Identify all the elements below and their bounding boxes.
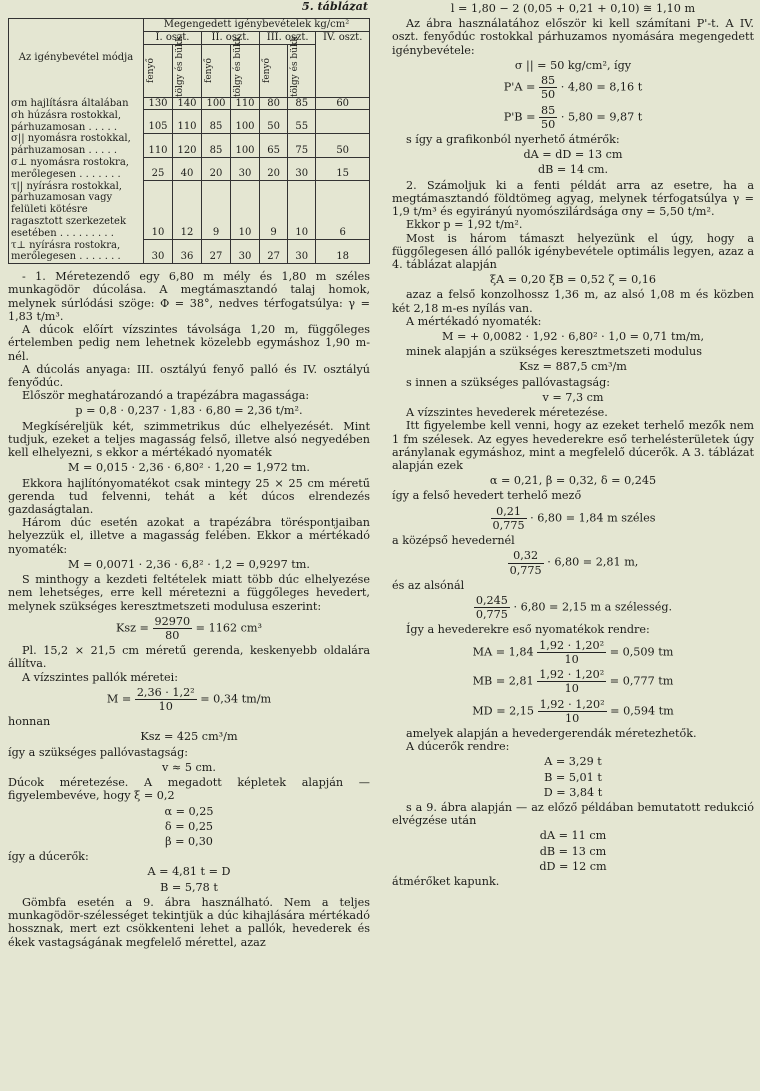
- denominator: 0,775: [509, 563, 542, 577]
- table-cell: 85: [202, 110, 231, 134]
- table-cell: 10: [231, 181, 260, 240]
- formula-lhs: Ksz =: [116, 621, 149, 635]
- paragraph: A mértékadó nyomaték:: [406, 314, 542, 328]
- paragraph: A dúcolás anyaga: III. osztályú fenyő palló és IV. osztályú fenyődúc.: [8, 362, 370, 389]
- fraction: [537, 668, 606, 695]
- table-cell: 15: [316, 157, 370, 181]
- paragraph: A vízszintes hevederek méretezése.: [406, 406, 608, 420]
- formula-rhs: · 5,80 = 9,87 t: [560, 110, 643, 124]
- paragraph: azaz a felső konzolhossz 1,36 m, az alsó 1,08 m és közben két 2,18 m-es nyílás van.: [392, 288, 754, 315]
- formula-lhs: M =: [106, 692, 132, 706]
- table-cell: 60: [316, 97, 370, 110]
- paragraph: 2. Számoljuk ki a fenti példát arra az esetre, ha a megtámasztandó földtömeg agyag, melynek térfogatsúlya γ = 1,9 t/m³ és egyirányú nyomószilárdsága σny = 5,50 t/m².: [392, 178, 754, 219]
- fraction-formula: [8, 615, 370, 642]
- fraction-formula: [8, 686, 370, 713]
- formula: B = 5,78 t: [160, 880, 218, 894]
- fraction: [508, 549, 544, 576]
- table-cell: 20: [260, 157, 288, 181]
- paragraph: Pl. 15,2 × 21,5 cm méretű gerenda, keskenyebb oldalára állítva.: [8, 644, 370, 671]
- wood-header: tölgy és bükk: [233, 35, 243, 97]
- paragraph: Itt figyelembe kell venni, hogy az ezeket terhelő mezők nem 1 fm szélesek. Az egyes hevederekre eső terhelésterületek úgy aránylanak egymáshoz, mint a megfelelő dúcerők. A 3. táblázat alapján ezek: [392, 419, 754, 472]
- paragraph: Most is három támaszt helyezünk el úgy, hogy a függőlegesen álló pallók igénybevétele optimális legyen, azaz a 4. táblázat alapján: [392, 231, 754, 271]
- formula-lhs: MB = 2,81: [472, 674, 534, 688]
- table-number: 5. táblázat: [301, 0, 368, 13]
- wood-header: tölgy és bükk: [175, 35, 185, 97]
- formula: A = 4,81 t = D: [147, 865, 231, 879]
- fraction-formula: [392, 698, 754, 725]
- fraction-formula: [392, 549, 754, 576]
- fraction: [538, 698, 607, 725]
- table-cell: 30: [288, 157, 316, 181]
- table-header-main: Megengedett igénybevételek kg/cm²: [144, 19, 370, 32]
- class-header: I. oszt.: [144, 31, 202, 44]
- formula-lhs: MD = 2,15: [472, 704, 535, 718]
- paragraph: minek alapján a szükséges keresztmetszeti modulus: [406, 345, 702, 359]
- paragraph: honnan: [8, 715, 51, 729]
- numerator: 92970: [154, 614, 191, 628]
- formula: B = 5,01 t: [544, 770, 602, 784]
- left-column: [8, 0, 370, 949]
- formula-rhs: = 0,594 tm: [610, 704, 674, 718]
- left-text: [8, 270, 370, 949]
- fraction-formula: [392, 505, 754, 532]
- denominator: 50: [541, 117, 556, 131]
- table-cell: 110: [144, 133, 173, 157]
- table-cell: 27: [260, 240, 288, 264]
- numerator: 85: [541, 103, 556, 117]
- table-cell: 100: [231, 110, 260, 134]
- table-cell: 75: [288, 133, 316, 157]
- numerator: 0,21: [491, 505, 527, 519]
- table-cell: 110: [231, 97, 260, 110]
- permissible-stress-table: [8, 18, 370, 264]
- paragraph: S minthogy a kezdeti feltételek miatt több dúc elhelyezése nem lehetséges, erre kell méretezni a függőleges hevedert, melynek szükséges keresztmetszeti modulusa eszerint:: [8, 573, 370, 613]
- paragraph: így a felső hevedert terhelő mező: [392, 489, 582, 503]
- table-cell: 85: [288, 97, 316, 110]
- formula-rhs: · 6,80 = 2,15 m a szélesség.: [513, 600, 673, 614]
- right-text: [392, 2, 754, 888]
- table-cell: 20: [202, 157, 231, 181]
- table-cell: 110: [173, 110, 202, 134]
- table-cell: 30: [288, 240, 316, 264]
- table-cell: 25: [144, 157, 173, 181]
- row-label: σ|| nyomásra rostokkal, párhuzamosan . . . . .: [9, 133, 144, 157]
- paragraph: Először meghatározandó a trapézábra magassága:: [22, 389, 310, 403]
- numerator: 1,92 · 1,20²: [539, 638, 605, 652]
- table-row: [9, 97, 370, 110]
- formula: dA = 11 cm: [539, 829, 607, 843]
- table-cell: 30: [231, 240, 260, 264]
- table-cell: 105: [144, 110, 173, 134]
- formula-rhs: = 1162 cm³: [195, 621, 262, 635]
- fraction: [153, 615, 193, 642]
- denominator: 10: [564, 711, 580, 725]
- table-cell: 50: [260, 110, 288, 134]
- denominator: 10: [158, 700, 173, 714]
- numerator: 0,32: [508, 549, 544, 563]
- paragraph: s a 9. ábra alapján — az előző példában bemutatott redukció elvégzése után: [392, 801, 754, 828]
- denominator: 80: [165, 628, 180, 642]
- formula: ξA = 0,20 ξB = 0,52 ζ = 0,16: [490, 273, 656, 287]
- formula: D = 3,84 t: [543, 785, 603, 799]
- table-cell: 10: [144, 181, 173, 240]
- formula-rhs: · 6,80 = 1,84 m széles: [530, 511, 656, 525]
- table-cell: 18: [316, 240, 370, 264]
- table-cell: 30: [231, 157, 260, 181]
- table-cell: 9: [260, 181, 288, 240]
- wood-header: fenyő: [204, 58, 214, 84]
- paragraph: Megkíséreljük két, szimmetrikus dúc elhelyezését. Mint tudjuk, ezeket a teljes magasság felső, illetve alsó negyedében kell elhelyezni, s ekkor a mértékadó nyomaték: [8, 419, 370, 460]
- paragraph: így a szükséges pallóvastagság:: [8, 745, 189, 759]
- denominator: 0,775: [475, 608, 508, 622]
- formula-rhs: · 4,80 = 8,16 t: [560, 80, 643, 94]
- paragraph: Így a hevederekre eső nyomatékok rendre:: [406, 623, 650, 637]
- paragraph: és az alsónál: [392, 578, 465, 592]
- table-col-label: Az igénybevétel módja: [9, 19, 144, 98]
- formula: β = 0,30: [165, 835, 213, 848]
- table-cell: 30: [144, 240, 173, 264]
- wood-header: fenyő: [262, 58, 272, 84]
- fraction-formula: [392, 74, 754, 101]
- table-cell: 55: [288, 110, 316, 134]
- formula: dB = 14 cm.: [537, 163, 609, 177]
- paragraph: Dúcok méretezése. A megadott képletek alapján — figyelembevéve, hogy ξ = 0,2: [8, 776, 370, 803]
- fraction: [491, 505, 527, 532]
- denominator: 10: [564, 682, 579, 696]
- paragraph: Az ábra használatához először ki kell számítani P'-t. A IV. oszt. fenyődúc rostokkal párhuzamos nyomására megengedett igénybevétele:: [392, 17, 754, 57]
- formula: dB = 13 cm: [539, 844, 607, 858]
- paragraph: Ekkor p = 1,92 t/m².: [406, 218, 523, 232]
- table-row: [9, 181, 370, 240]
- paragraph: A vízszintes pallók méretei:: [22, 670, 178, 684]
- table-cell: 100: [231, 133, 260, 157]
- fraction-formula: [392, 668, 754, 695]
- fraction-formula: [392, 594, 754, 621]
- formula-lhs: MA = 1,84: [472, 645, 534, 659]
- paragraph: s így a grafikonból nyerhető átmérők:: [406, 132, 620, 146]
- table-cell: 36: [173, 240, 202, 264]
- formula: α = 0,25: [164, 804, 214, 818]
- formula-lhs: P'A =: [503, 80, 536, 94]
- fraction: [537, 639, 606, 666]
- formula: M = 0,015 · 2,36 · 6,80² · 1,20 = 1,972 tm.: [68, 461, 310, 475]
- table-cell: 12: [173, 181, 202, 240]
- table-cell: 140: [173, 97, 202, 110]
- table-cell: 130: [144, 97, 173, 110]
- paragraph: - 1. Méretezendő egy 6,80 m mély és 1,80 m széles munkagödör dúcolása. A megtámasztandó talaj homok, melynek súrlódási szöge: Φ = 38°, nedves térfogatsúlya: γ = 1,83 t/m³.: [8, 270, 370, 323]
- class-header: III. oszt.: [260, 31, 316, 44]
- numerator: 0,245: [475, 593, 508, 607]
- table-cell: 40: [173, 157, 202, 181]
- row-label: τ|| nyírásra rostokkal, párhuzamosan vagy felületi kötésre ragasztott szerkezetek esetében . . . . . . . . .: [9, 181, 144, 240]
- table-row: [9, 240, 370, 264]
- row-label: σ⊥ nyomásra rostokra, merőlegesen . . . . . . .: [9, 157, 144, 181]
- formula-rhs: = 0,777 tm: [609, 674, 674, 688]
- formula: σ || = 50 kg/cm², így: [514, 58, 632, 72]
- fraction: [539, 74, 557, 101]
- formula-rhs: = 0,34 tm/m: [200, 692, 272, 706]
- paragraph: Három dúc esetén azokat a trapézábra töréspontjaiban helyezzük el, illetve a magasság felében. Ekkor a mértékadó nyomaték:: [8, 516, 370, 556]
- table-cell: [316, 110, 370, 134]
- formula: M = + 0,0082 · 1,92 · 6,80² · 1,0 = 0,71 tm/m,: [441, 330, 705, 344]
- formula-rhs: = 0,509 tm: [609, 645, 674, 659]
- paragraph: amelyek alapján a hevedergerendák méretezhetők.: [406, 726, 697, 740]
- table-cell: 9: [202, 181, 231, 240]
- formula: α = 0,21, β = 0,32, δ = 0,245: [489, 474, 657, 488]
- table-cell: 80: [260, 97, 288, 110]
- formula: Ksz = 425 cm³/m: [140, 730, 238, 744]
- formula-rhs: · 6,80 = 2,81 m,: [547, 556, 639, 570]
- table-row: [9, 133, 370, 157]
- formula: l = 1,80 − 2 (0,05 + 0,21 + 0,10) ≅ 1,10 m: [450, 2, 696, 15]
- denominator: 10: [564, 652, 579, 666]
- formula: A = 3,29 t: [544, 755, 602, 769]
- fraction: [135, 686, 197, 713]
- table-cell: 120: [173, 133, 202, 157]
- table-row: [9, 157, 370, 181]
- paragraph: A dúcerők rendre:: [406, 740, 510, 754]
- row-label: τ⊥ nyírásra rostokra, merőlegesen . . . . . . .: [9, 240, 144, 264]
- table-cell: 100: [202, 97, 231, 110]
- class-header: II. oszt.: [202, 31, 260, 44]
- formula: v ≈ 5 cm.: [162, 760, 216, 774]
- table-cell: 65: [260, 133, 288, 157]
- paragraph: átmérőket kapunk.: [392, 875, 500, 889]
- table-row: [9, 110, 370, 134]
- paragraph: Gömbfa esetén a 9. ábra használható. Nem a teljes munkagödör-szélességet tekintjük a dúc kihajlására mértékadó hossznak, mert ezt csökkenteni lehet a pallók, hevederek és ékek vastagságának megfelelő mérettel, azaz: [8, 895, 370, 949]
- numerator: 1,92 · 1,20²: [539, 668, 605, 682]
- denominator: 0,775: [492, 518, 525, 532]
- formula: dD = 12 cm: [539, 859, 607, 873]
- fraction: [474, 594, 510, 621]
- wood-header: fenyő: [146, 58, 156, 84]
- fraction-formula: [392, 104, 754, 131]
- paragraph: s innen a szükséges pallóvastagság:: [406, 375, 611, 389]
- table-cell: 50: [316, 133, 370, 157]
- wood-header: tölgy és bükk: [290, 35, 301, 97]
- numerator: 85: [540, 74, 556, 88]
- table-cell: 27: [202, 240, 231, 264]
- numerator: 1,92 · 1,20²: [539, 697, 605, 711]
- table-cell: 85: [202, 133, 231, 157]
- formula: dA = dD = 13 cm: [523, 148, 623, 162]
- formula-lhs: P'B =: [503, 110, 536, 124]
- denominator: 50: [540, 88, 556, 102]
- paragraph: A dúcok előírt vízszintes távolsága 1,20 m, függőleges értelemben pedig nem lehetnek közelebb egymáshoz 1,90 m-nél.: [8, 323, 370, 363]
- formula: M = 0,0071 · 2,36 · 6,8² · 1,2 = 0,9297 tm.: [68, 557, 310, 571]
- row-label: σh húzásra rostokkal, párhuzamosan . . . . .: [9, 110, 144, 134]
- fraction-formula: [392, 639, 754, 666]
- formula: δ = 0,25: [164, 819, 214, 833]
- paragraph: a középső hevedernél: [392, 534, 515, 548]
- paragraph: így a dúcerők:: [8, 850, 89, 864]
- paragraph: Ekkora hajlítónyomatékot csak mintegy 25 × 25 cm méretű gerenda tud felvenni, tehát a két dúcos elrendezés gazdaságtalan.: [8, 476, 370, 516]
- formula: v = 7,3 cm: [542, 390, 604, 404]
- numerator: 2,36 · 1,2²: [136, 685, 195, 699]
- formula: p = 0,8 · 0,237 · 1,83 · 6,80 = 2,36 t/m².: [75, 404, 303, 418]
- right-column: [392, 0, 754, 888]
- fraction: [539, 104, 557, 131]
- table-cell: 10: [288, 181, 316, 240]
- row-label: σm hajlításra általában: [9, 97, 144, 110]
- class-header: IV. oszt.: [316, 31, 370, 97]
- table-cell: 6: [316, 181, 370, 240]
- formula: Ksz = 887,5 cm³/m: [519, 360, 627, 374]
